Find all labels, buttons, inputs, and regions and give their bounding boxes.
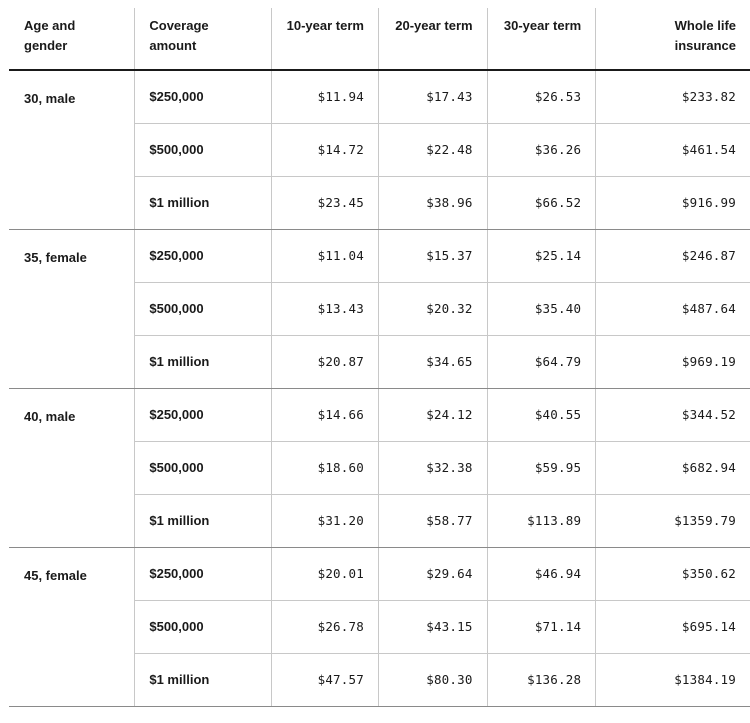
10-year-term-premium-cell: $18.60 bbox=[272, 441, 379, 494]
table-row bbox=[9, 388, 750, 441]
header-whole-life: Whole life insurance bbox=[596, 8, 750, 70]
coverage-amount-cell: $250,000 bbox=[135, 70, 272, 123]
10-year-term-premium-cell: $26.78 bbox=[272, 600, 379, 653]
coverage-amount-cell: $500,000 bbox=[135, 600, 272, 653]
10-year-term-premium-cell: $11.04 bbox=[272, 229, 379, 282]
header-row bbox=[9, 8, 750, 70]
coverage-amount-cell: $500,000 bbox=[135, 441, 272, 494]
whole-life-premium-cell: $233.82 bbox=[596, 70, 750, 123]
whole-life-premium-cell: $916.99 bbox=[596, 176, 750, 229]
30-year-term-premium-cell: $71.14 bbox=[487, 600, 596, 653]
30-year-term-premium-cell: $35.40 bbox=[487, 282, 596, 335]
whole-life-premium-cell: $1359.79 bbox=[596, 494, 750, 547]
10-year-term-premium-cell: $20.87 bbox=[272, 335, 379, 388]
30-year-term-premium-cell: $59.95 bbox=[487, 441, 596, 494]
whole-life-premium-cell: $246.87 bbox=[596, 229, 750, 282]
coverage-amount-cell: $250,000 bbox=[135, 388, 272, 441]
20-year-term-premium-cell: $34.65 bbox=[378, 335, 487, 388]
coverage-amount-cell: $500,000 bbox=[135, 123, 272, 176]
coverage-amount-cell: $1 million bbox=[135, 653, 272, 706]
10-year-term-premium-cell: $47.57 bbox=[272, 653, 379, 706]
30-year-term-premium-cell: $113.89 bbox=[487, 494, 596, 547]
table-row bbox=[9, 229, 750, 282]
30-year-term-premium-cell: $136.28 bbox=[487, 653, 596, 706]
coverage-amount-cell: $1 million bbox=[135, 335, 272, 388]
whole-life-premium-cell: $350.62 bbox=[596, 547, 750, 600]
header-20-year-term: 20-year term bbox=[378, 8, 487, 70]
10-year-term-premium-cell: $11.94 bbox=[272, 70, 379, 123]
table-body bbox=[9, 70, 750, 706]
30-year-term-premium-cell: $64.79 bbox=[487, 335, 596, 388]
30-year-term-premium-cell: $36.26 bbox=[487, 123, 596, 176]
whole-life-premium-cell: $682.94 bbox=[596, 441, 750, 494]
20-year-term-premium-cell: $58.77 bbox=[378, 494, 487, 547]
10-year-term-premium-cell: $13.43 bbox=[272, 282, 379, 335]
20-year-term-premium-cell: $22.48 bbox=[378, 123, 487, 176]
premium-table bbox=[9, 8, 750, 707]
whole-life-premium-cell: $344.52 bbox=[596, 388, 750, 441]
10-year-term-premium-cell: $20.01 bbox=[272, 547, 379, 600]
20-year-term-premium-cell: $38.96 bbox=[378, 176, 487, 229]
20-year-term-premium-cell: $24.12 bbox=[378, 388, 487, 441]
table-row bbox=[9, 547, 750, 600]
whole-life-premium-cell: $969.19 bbox=[596, 335, 750, 388]
age-gender-cell: 45, female bbox=[9, 547, 135, 706]
header-coverage: Coverage amount bbox=[135, 8, 272, 70]
age-gender-cell: 30, male bbox=[9, 70, 135, 229]
30-year-term-premium-cell: $66.52 bbox=[487, 176, 596, 229]
10-year-term-premium-cell: $23.45 bbox=[272, 176, 379, 229]
20-year-term-premium-cell: $29.64 bbox=[378, 547, 487, 600]
whole-life-premium-cell: $487.64 bbox=[596, 282, 750, 335]
coverage-amount-cell: $250,000 bbox=[135, 547, 272, 600]
table-row bbox=[9, 70, 750, 123]
30-year-term-premium-cell: $46.94 bbox=[487, 547, 596, 600]
whole-life-premium-cell: $695.14 bbox=[596, 600, 750, 653]
header-10-year-term: 10-year term bbox=[272, 8, 379, 70]
coverage-amount-cell: $1 million bbox=[135, 494, 272, 547]
20-year-term-premium-cell: $43.15 bbox=[378, 600, 487, 653]
20-year-term-premium-cell: $15.37 bbox=[378, 229, 487, 282]
20-year-term-premium-cell: $20.32 bbox=[378, 282, 487, 335]
age-gender-cell: 40, male bbox=[9, 388, 135, 547]
20-year-term-premium-cell: $17.43 bbox=[378, 70, 487, 123]
30-year-term-premium-cell: $26.53 bbox=[487, 70, 596, 123]
age-gender-cell: 35, female bbox=[9, 229, 135, 388]
10-year-term-premium-cell: $31.20 bbox=[272, 494, 379, 547]
header-age-gender: Age and gender bbox=[9, 8, 135, 70]
30-year-term-premium-cell: $40.55 bbox=[487, 388, 596, 441]
30-year-term-premium-cell: $25.14 bbox=[487, 229, 596, 282]
20-year-term-premium-cell: $32.38 bbox=[378, 441, 487, 494]
10-year-term-premium-cell: $14.66 bbox=[272, 388, 379, 441]
whole-life-premium-cell: $1384.19 bbox=[596, 653, 750, 706]
10-year-term-premium-cell: $14.72 bbox=[272, 123, 379, 176]
coverage-amount-cell: $1 million bbox=[135, 176, 272, 229]
header-30-year-term: 30-year term bbox=[487, 8, 596, 70]
20-year-term-premium-cell: $80.30 bbox=[378, 653, 487, 706]
coverage-amount-cell: $250,000 bbox=[135, 229, 272, 282]
whole-life-premium-cell: $461.54 bbox=[596, 123, 750, 176]
coverage-amount-cell: $500,000 bbox=[135, 282, 272, 335]
